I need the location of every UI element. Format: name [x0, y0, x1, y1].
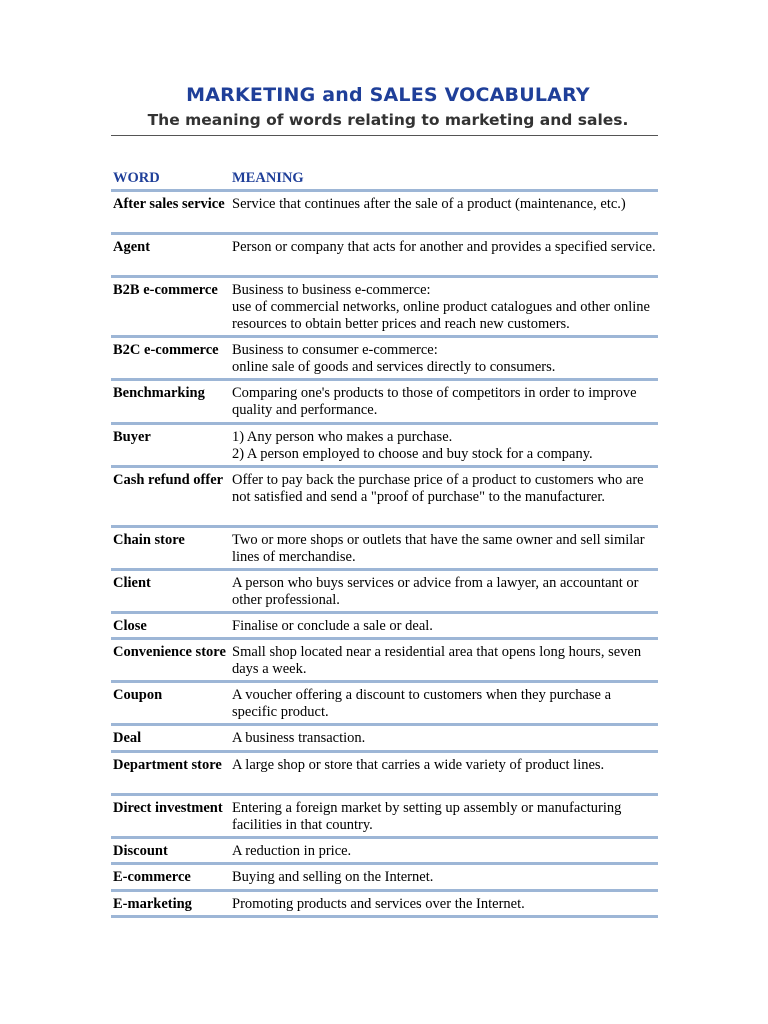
table-row: [111, 839, 658, 865]
table-header: [111, 166, 658, 192]
term-meaning: Business to consumer e-commerce: online sale of goods and services directly to consumers.: [232, 342, 556, 375]
page-title: MARKETING and SALES VOCABULARY: [186, 84, 590, 106]
term-word: Buyer: [113, 429, 151, 445]
term-word: Cash refund offer: [113, 472, 224, 488]
table-row: [111, 614, 658, 640]
table-row: [111, 468, 658, 528]
table-row: [111, 278, 658, 338]
term-word: Department store: [113, 757, 222, 773]
term-word: Convenience store: [113, 644, 226, 660]
table-row: [111, 796, 658, 839]
table-row: [111, 892, 658, 918]
term-meaning: Entering a foreign market by setting up assembly or manufacturing facilities in that country.: [232, 800, 622, 833]
term-meaning: A reduction in price.: [232, 843, 352, 859]
term-meaning: Buying and selling on the Internet.: [232, 869, 434, 885]
term-meaning: A voucher offering a discount to customers when they purchase a specific product.: [232, 687, 612, 720]
table-row: [111, 425, 658, 468]
term-word: B2B e-commerce: [113, 282, 218, 298]
term-meaning: Person or company that acts for another and provides a specified service.: [232, 239, 656, 255]
term-meaning: A business transaction.: [232, 730, 366, 746]
table-row: [111, 640, 658, 683]
term-meaning: A person who buys services or advice from a lawyer, an accountant or other professional.: [232, 575, 639, 608]
term-meaning: A large shop or store that carries a wide variety of product lines.: [232, 757, 605, 773]
term-meaning: Offer to pay back the purchase price of a product to customers who are not satisfied and send a "proof of purchase" to the manufacturer.: [232, 472, 644, 505]
term-meaning: Business to business e-commerce: use of commercial networks, online product catalogues and other online resources to obtain better prices and reach new customers.: [232, 282, 650, 332]
term-word: Chain store: [113, 532, 185, 548]
term-word: Deal: [113, 730, 142, 746]
table-row: [111, 192, 658, 235]
table-body: [111, 192, 658, 918]
vocabulary-table: [111, 166, 658, 918]
term-word: Coupon: [113, 687, 163, 703]
term-word: After sales service: [113, 196, 225, 212]
term-word: Client: [113, 575, 151, 591]
table-row: [111, 753, 658, 796]
header-meaning: MEANING: [232, 170, 304, 186]
term-word: Direct investment: [113, 800, 223, 816]
table-row: [111, 571, 658, 614]
table-row: [111, 726, 658, 753]
table-row: [111, 683, 658, 726]
term-word: Close: [113, 618, 147, 634]
term-word: E-commerce: [113, 869, 191, 885]
title-divider: [111, 135, 658, 136]
table-row: [111, 528, 658, 571]
term-word: B2C e-commerce: [113, 342, 219, 358]
table-row: [111, 865, 658, 892]
term-meaning: Small shop located near a residential area that opens long hours, seven days a week.: [232, 644, 642, 677]
term-meaning: Comparing one's products to those of competitors in order to improve quality and performance.: [232, 385, 637, 418]
term-word: Discount: [113, 843, 168, 859]
term-meaning: 1) Any person who makes a purchase. 2) A person employed to choose and buy stock for a company.: [232, 429, 593, 462]
term-meaning: Finalise or conclude a sale or deal.: [232, 618, 433, 634]
term-word: Agent: [113, 239, 151, 255]
term-meaning: Service that continues after the sale of a product (maintenance, etc.): [232, 196, 626, 212]
table-row: [111, 381, 658, 425]
term-word: E-marketing: [113, 896, 192, 912]
table-row: [111, 235, 658, 278]
term-meaning: Two or more shops or outlets that have the same owner and sell similar lines of merchandise.: [232, 532, 645, 565]
term-meaning: Promoting products and services over the Internet.: [232, 896, 525, 912]
header-word: WORD: [113, 170, 160, 186]
term-word: Benchmarking: [113, 385, 205, 401]
table-row: [111, 338, 658, 381]
page-subtitle: The meaning of words relating to marketing and sales.: [147, 111, 629, 129]
